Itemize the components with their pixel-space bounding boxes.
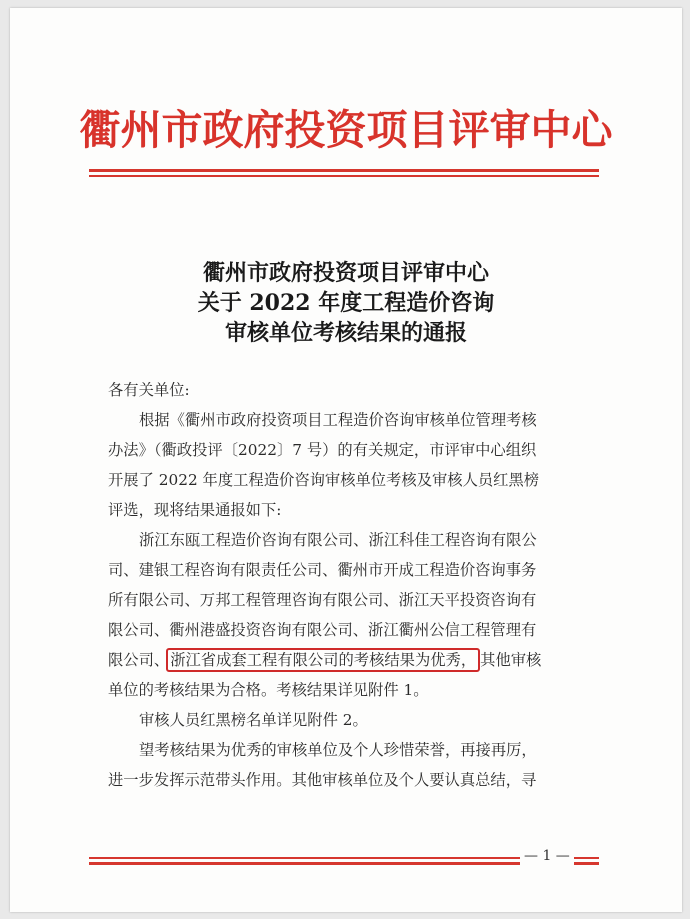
salutation: 各有关单位: [108,381,190,399]
letterhead-title: 衢州市政府投资项目评审中心 [79,106,613,154]
paragraph-4-line-2: 进一步发挥示范带头作用。其他审核单位及个人要认真总结，寻 [108,771,537,789]
paragraph-2-line-3: 所有限公司、万邦工程管理咨询有限公司、浙江天平投资咨询有 [108,591,537,609]
paragraph-4-line-1: 望考核结果为优秀的审核单位及个人珍惜荣誉，再接再厉， [139,741,537,759]
page-number: — 1 — [520,846,574,866]
paragraph-2-line-5 [108,645,588,675]
document-body [108,375,588,795]
document-page [10,8,682,912]
paragraph-2-line-6: 单位的考核结果为合格。考核结果详见附件 1。 [108,681,429,699]
paragraph-1-line-4: 评选，现将结果通报如下: [108,501,282,519]
line-5-suffix: 其他审核 [480,651,542,669]
letterhead-rule-thick [89,169,599,172]
doc-title-line-3: 审核单位考核结果的通报 [224,320,467,346]
highlighted-result-box: 浙江省成套工程有限公司的考核结果为优秀， [166,648,480,672]
paragraph-2-line-1: 浙江东瓯工程造价咨询有限公司、浙江科佳工程咨询有限公 [139,531,537,549]
paragraph-2-line-4: 限公司、衢州港盛投资咨询有限公司、浙江衢州公信工程管理有 [108,621,537,639]
letterhead-rule-thin [89,175,599,177]
paragraph-1-line-3: 开展了 2022 年度工程造价咨询审核单位考核及审核人员红黑榜 [108,471,540,489]
line-5-prefix: 限公司、 [108,651,170,669]
doc-title-line-1: 衢州市政府投资项目评审中心 [202,260,489,286]
paragraph-2-line-2: 司、建银工程咨询有限责任公司、衢州市开成工程造价咨询事务 [108,561,537,579]
paragraph-3: 审核人员红黑榜名单详见附件 2。 [139,711,368,729]
paragraph-1-line-2: 办法》（衢政投评〔2022〕7 号）的有关规定，市评审中心组织 [108,441,537,459]
doc-title-line-2: 关于 2022 年度工程造价咨询 [197,290,495,316]
paragraph-1-line-1: 根据《衢州市政府投资项目工程造价咨询审核单位管理考核 [139,411,537,429]
